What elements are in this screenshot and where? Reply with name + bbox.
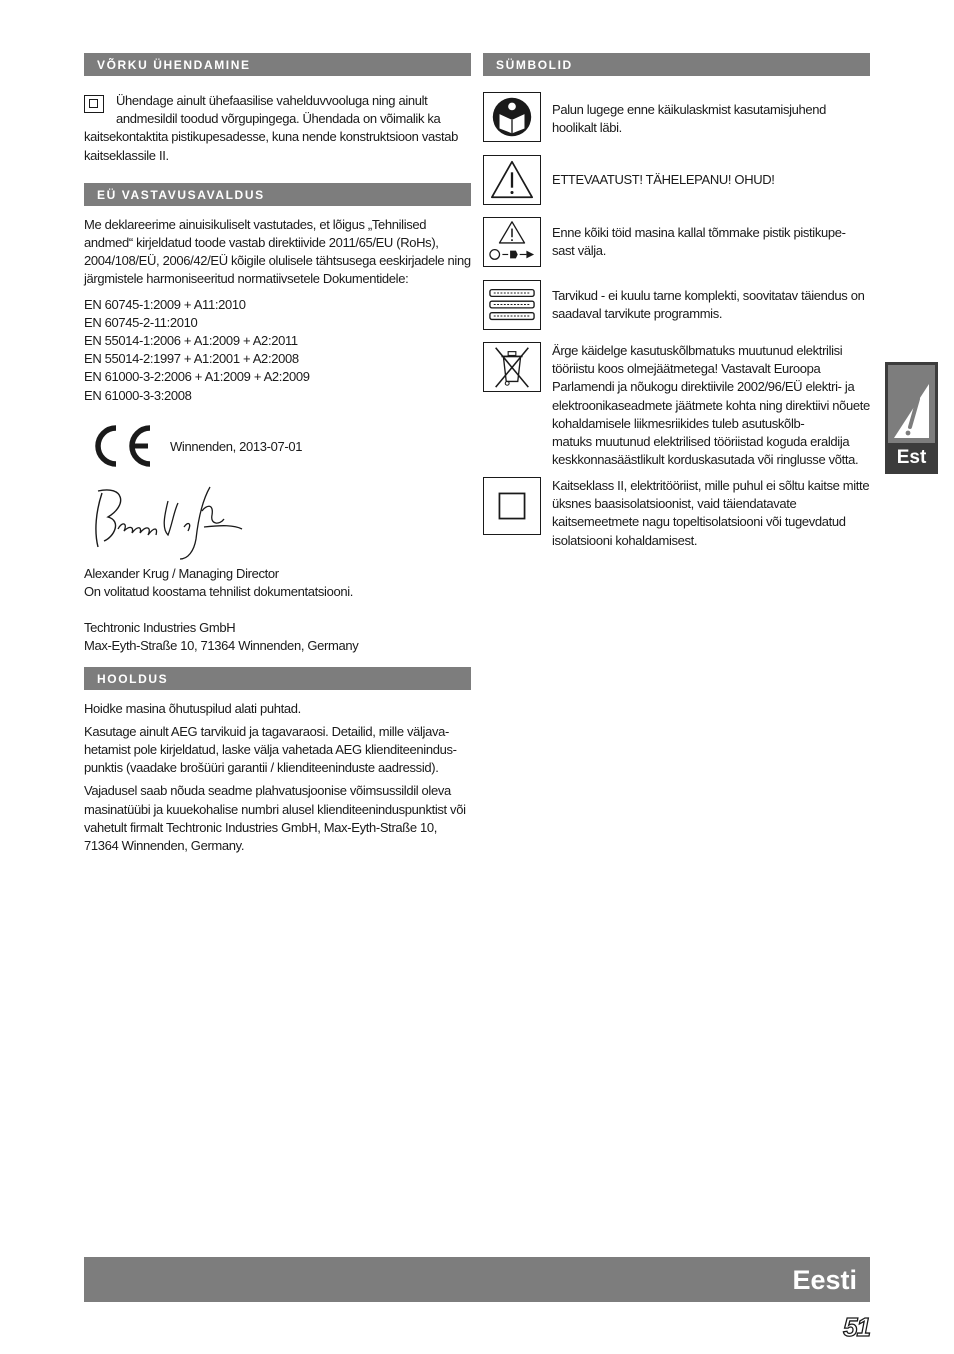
symbol-row-warning bbox=[483, 155, 870, 207]
warning-triangle-icon bbox=[888, 365, 935, 443]
place-date: Winnenden, 2013-07-01 bbox=[170, 438, 303, 454]
standards-list: EN 60745-1:2009 + A11:2010 EN 60745-2-11:2010 EN 55014-1:2006 + A1:2009 + A2:2011 EN 55014-2:1997 + A1:2001 + A2:2008 EN 61000-3-2:2006 + A1:2009 + A2:2009 EN 61000-3-3:2008 bbox=[84, 296, 310, 403]
maintenance-p3: Vajadusel saab nõuda seadme plahvatusjoonise võimsussildil oleva masinatüübi ja kuuekohalise numbri alusel klienditeeninduspunktist või vahetult firmalt Techtronic Industries GmbH, Max-Eyth-Straße 10, 71364 Winnenden, Germany. bbox=[84, 783, 466, 854]
company-name: Techtronic Industries GmbH bbox=[84, 620, 236, 636]
protection-class-2-icon bbox=[84, 95, 104, 113]
left-column bbox=[84, 53, 471, 855]
footer-language-title: Eesti bbox=[792, 1265, 857, 1295]
unplug-warning-icon bbox=[483, 217, 541, 267]
page-number: 51 bbox=[843, 1312, 870, 1342]
section-header-ec-declaration: EÜ VASTAVUSAVALDUS bbox=[84, 183, 471, 206]
ec-declaration-intro: Me deklareerime ainuisikuliselt vastutades, et lõigus „Tehnilised andmed“ kirjeldatud toode vastab direktiivide 2011/65/EU (RoHs), 2004/108/EÜ, 2006/42/EÜ kõigile olulisele tähtsusega eeskirjadele ning järgmistele harmoniseeritud normatiivsetele Dokumentidele: bbox=[84, 216, 471, 287]
symbol-row-weee bbox=[483, 342, 870, 467]
language-tab-label: Est bbox=[896, 447, 927, 468]
signer-name: Alexander Krug / Managing Director bbox=[84, 565, 279, 581]
section-header-network-connection: VÕRKU ÜHENDAMINE bbox=[84, 53, 471, 76]
accessories-icon bbox=[483, 280, 541, 330]
maintenance-p2: Kasutage ainult AEG tarvikuid ja tagavaraosi. Detailid, mille väljava- hetamist pole kirjeldatud, laske välja vahetada AEG klienditeenindus- punktis (vaadake brošüüri garantii / klienditeeninduste aadressid). bbox=[84, 723, 457, 776]
symbol-row-accessories bbox=[483, 280, 870, 332]
weee-bin-icon bbox=[483, 342, 541, 392]
language-tab bbox=[885, 362, 938, 474]
authorized-statement: On volitatud koostama tehnilist dokumentatsiooni. bbox=[84, 584, 354, 600]
tab-warning-panel bbox=[888, 365, 935, 443]
section-header-symbols: SÜMBOLID bbox=[483, 53, 870, 76]
network-connection-text: Ühendage ainult ühefaasilise vahelduvvooluga ning ainult andmesildil toodud võrgupingega. Ühendada on võimalik ka kaitsekontaktita pistikupesadesse, kuna nende konstruktsioon vastab kaitseklassile II. bbox=[84, 93, 459, 163]
maintenance-p1: Hoidke masina õhutuspilud alati puhtad. bbox=[84, 700, 301, 716]
symbol-row-read-manual bbox=[483, 92, 870, 148]
footer-bar bbox=[84, 1257, 870, 1302]
right-column bbox=[483, 53, 870, 573]
read-manual-icon bbox=[483, 92, 541, 142]
section-header-maintenance: HOOLDUS bbox=[84, 667, 471, 690]
symbol-text-protection-class: Kaitseklass II, elektritööriist, mille puhul ei sõltu kaitse mitte üksnes baasisolatsioonist, vaid täiendatavate kaitsemeetmete nagu topeltisolatsiooni või tugevdatud isolatsiooni kohaldamisest. bbox=[552, 478, 870, 548]
network-connection-block bbox=[84, 92, 471, 165]
signature-image bbox=[84, 481, 254, 561]
symbol-text-read-manual: Palun lugege enne käikulaskmist kasutamisjuhend hoolikalt läbi. bbox=[552, 102, 827, 136]
warning-triangle-icon bbox=[483, 155, 541, 205]
symbol-text-warning: ETTEVAATUST! TÄHELEPANU! OHUD! bbox=[552, 172, 775, 187]
ce-block bbox=[84, 413, 471, 481]
symbol-row-protection-class bbox=[483, 477, 870, 548]
symbol-text-unplug: Enne kõiki töid masina kallal tõmmake pistik pistikupe- sast välja. bbox=[552, 225, 846, 259]
ce-mark-icon bbox=[86, 423, 156, 469]
protection-class-2-icon bbox=[483, 477, 541, 535]
company-address: Max-Eyth-Straße 10, 71364 Winnenden, Germany bbox=[84, 638, 359, 654]
symbol-text-accessories: Tarvikud - ei kuulu tarne komplekti, soovitatav täiendus on saadaval tarvikute programmis. bbox=[552, 288, 865, 322]
symbol-text-weee: Ärge käidelge kasutuskõlbmatuks muutunud elektrilisi tööriistu koos olmejäätmetega! Vastavalt Euroopa Parlamendi ja nõukogu direktiivile 2002/96/EÜ elektri- ja elektroonikaseadmete jäätmete kohta ning direktiivi nõuete kohaldamisele liikmesriikides tuleb asutuskõlb- matuks muutunud elektrilised tööriistad koguda eraldija keskkonnasäästlikult korduskasutada või ringlusse võtta. bbox=[552, 343, 870, 468]
symbol-row-unplug bbox=[483, 217, 870, 269]
